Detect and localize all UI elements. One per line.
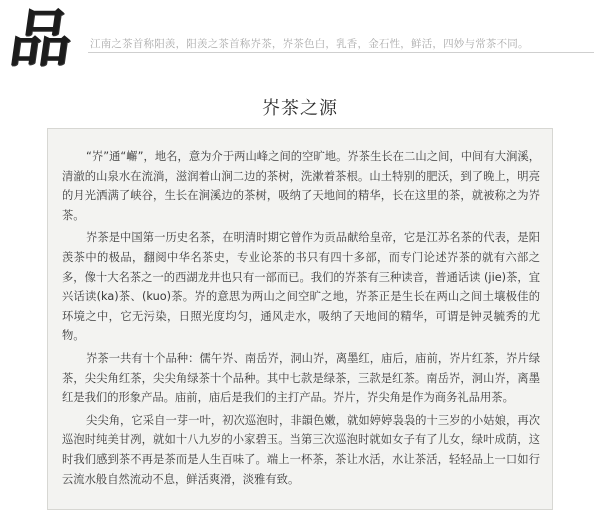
- header-tagline: 江南之茶首称阳羡，阳羡之茶首称岕茶，岕茶色白，乳香，金石性，鲜活，四妙与常茶不同。: [90, 38, 529, 50]
- tagline-divider: [88, 52, 594, 53]
- article-paragraph: 尖尖角，它采自一芽一叶，初次巡泡时，非韻色嫩，就如婷婷袅袅的十三岁的小姑娘，再次巡泡时纯美甘冽，就如十八九岁的小家碧玉。当第三次巡泡时就如女子有了儿女，绿叶成荫，这时我们感到茶不再是茶而是人生百味了。端上一杯茶，茶让水活，水让茶活，轻轻品上一口如行云流水般自然流动不息，鲜活爽滑，淡雅有致。: [62, 413, 540, 486]
- article-body: [47, 128, 553, 510]
- article-paragraph: 岕茶是中国第一历史名茶，在明清时期它曾作为贡品献给皇帝，它是江苏名茶的代表，是阳羡茶中的极品，翻阅中华名茶史，专业论茶的书只有四十多部，而专门论述岕茶的就有六部之多，像十大名茶之一的西湖龙井也只有一部而已。我们的岕茶有三种读音，普通话读 (jie)茶，宜兴话读(ka)茶、(kuo)茶。岕的意思为两山之间空旷之地，岕茶正是生长在两山之间土壤极佳的环境之中，它无污染，日照光度均匀，通风走水，吸纳了天地间的精华，可谓是钟灵毓秀的尤物。: [62, 231, 540, 343]
- article-paragraph: 岕茶一共有十个品种：儒午岕、南岳岕，洞山岕，离墨红，庙后，庙前，岕片红茶，岕片绿茶，尖尖角红茶，尖尖角绿茶十个品种。其中七款是绿茶，三款是红茶。南岳岕，洞山岕，离墨红是我们的形象产品。庙前，庙后是我们的主打产品。岕片，岕尖角是作为商务礼品用茶。: [62, 351, 540, 405]
- brand-logo-character: 品: [4, 2, 78, 75]
- article-paragraph: “岕”通“嶰”，地名，意为介于两山峰之间的空旷地。岕茶生长在二山之间，中间有大涧溪，清澈的山泉水在流淌，滋润着山涧二边的茶树，洗漱着茶根。山土特别的肥沃，到了晚上，明亮的月光洒满了峡谷，生长在涧溪边的茶树，吸纳了天地间的精华，长在这里的茶，就被称之为岕茶。: [62, 150, 540, 222]
- article-title: 岕茶之源: [262, 98, 338, 119]
